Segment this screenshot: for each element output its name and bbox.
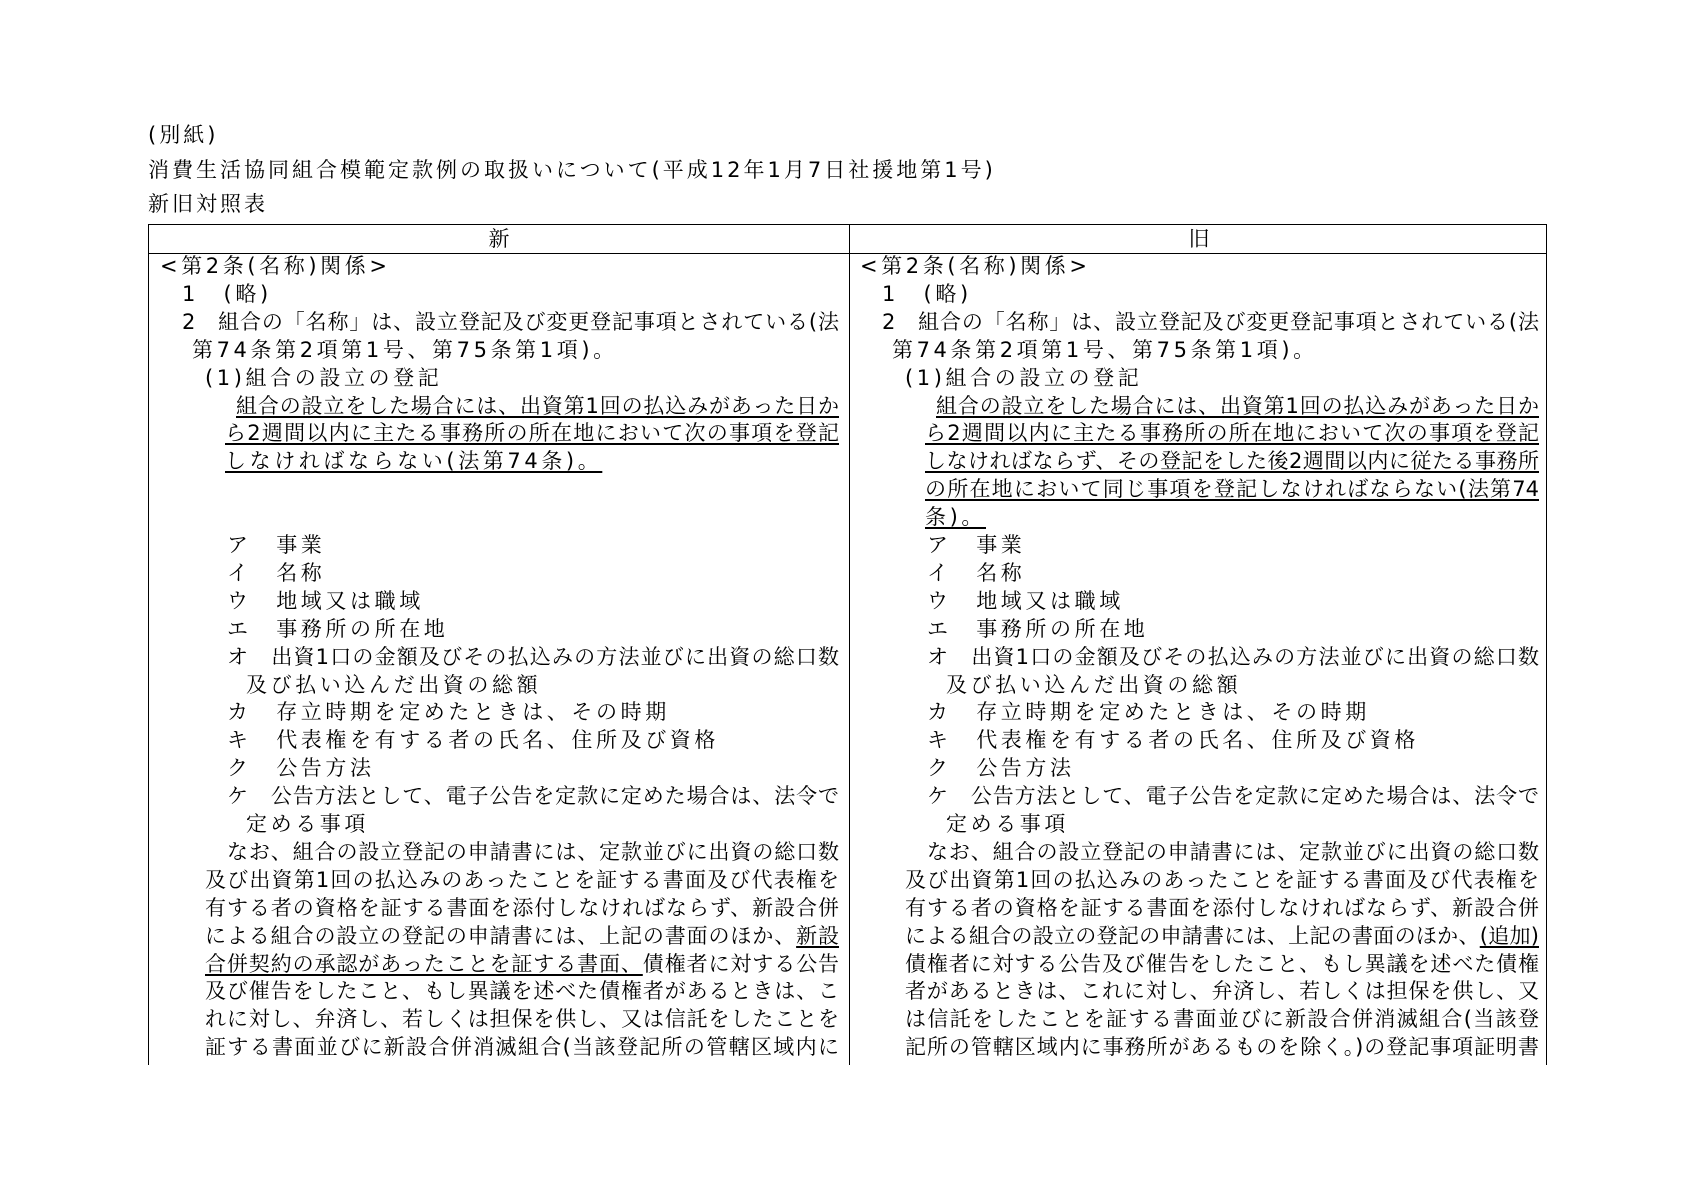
new-text-line: (1)組合の設立の登記: [205, 365, 443, 390]
new-text-line: ア 事業: [227, 533, 326, 557]
old-text-line: (1)組合の設立の登記: [905, 365, 1143, 390]
document-title: 消費生活協同組合模範定款例の取扱いについて(平成12年1月7日社援地第1号): [148, 158, 996, 182]
new-text-line: 有する者の資格を証する書面を添付しなければならず、新設合併: [205, 895, 839, 920]
old-text-line: 及び払い込んだ出資の総額: [946, 672, 1242, 697]
new-text-line: 及び払い込んだ出資の総額: [246, 672, 542, 697]
new-text-line: 及び催告をしたこと、もし異議を述べた債権者があるときは、こ: [205, 979, 839, 1004]
new-text-line: <第2条(名称)関係>: [160, 254, 391, 278]
new-text-line: 証する書面並びに新設合併消滅組合(当該登記所の管轄区域内に: [205, 1035, 839, 1060]
new-text-line: ら2週間以内に主たる事務所の所在地において次の事項を登記: [225, 421, 839, 446]
old-text-line: [905, 922, 1539, 950]
new-text: 債権者に対する公告: [642, 951, 839, 976]
old-text-line: しなければならず、その登記をした後2週間以内に従たる事務所: [925, 449, 1539, 474]
old-text-line: 有する者の資格を証する書面を添付しなければならず、新設合併: [905, 895, 1539, 920]
new-text-line: [205, 950, 839, 978]
new-text-line: イ 名称: [227, 560, 326, 585]
old-text-line: ク 公告方法: [927, 756, 1075, 781]
old-text-line: カ 存立時期を定めたときは、その時期: [927, 700, 1370, 725]
old-text-line: 第74条第2項第1号、第75条第1項)。: [892, 337, 1318, 362]
attachment-label: (別紙): [148, 123, 219, 147]
table-title: 新旧対照表: [148, 192, 268, 216]
new-text-line: ウ 地域又は職域: [227, 588, 424, 613]
new-text-line: ケ 公告方法として、電子公告を定款に定めた場合は、法令で: [227, 784, 839, 809]
old-text-line: 条)。: [925, 505, 986, 530]
new-text-line: オ 出資1口の金額及びその払込みの方法並びに出資の総口数: [227, 644, 839, 669]
new-text-line: 組合の設立をした場合には、出資第1回の払込みがあった日か: [236, 393, 839, 418]
old-text-line: の所在地において同じ事項を登記しなければならない(法第74: [925, 477, 1539, 502]
header-old: 旧: [1188, 227, 1210, 251]
old-text-line: は信託をしたことを証する書面並びに新設合併消滅組合(当該登: [905, 1007, 1539, 1032]
old-text-line: イ 名称: [927, 560, 1026, 585]
old-text-line: 記所の管轄区域内に事務所があるものを除く。)の登記事項証明書: [905, 1035, 1539, 1060]
new-text-line: エ 事務所の所在地: [227, 616, 449, 641]
new-text-line: 定める事項: [246, 812, 369, 836]
new-text-line: ク 公告方法: [227, 756, 375, 781]
new-text: による組合の設立の登記の申請書には、上記の書面のほか、: [205, 923, 797, 948]
new-text-line: カ 存立時期を定めたときは、その時期: [227, 700, 670, 725]
old-text-line: 定める事項: [946, 812, 1069, 836]
old-text-line: 2 組合の「名称」は、設立登記及び変更登記事項とされている(法: [882, 309, 1539, 334]
new-text-line: 及び出資第1回の払込みのあったことを証する書面及び代表権を: [205, 867, 839, 892]
new-text-line: なお、組合の設立登記の申請書には、定款並びに出資の総口数: [227, 839, 839, 864]
old-text-line: <第2条(名称)関係>: [860, 254, 1091, 278]
old-text-line: 及び出資第1回の払込みのあったことを証する書面及び代表権を: [905, 867, 1539, 892]
new-underlined-text: 新設: [796, 923, 840, 948]
table-header: [149, 225, 1546, 254]
new-text-line: しなければならない(法第74条)。: [225, 449, 603, 474]
old-text-line: オ 出資1口の金額及びその払込みの方法並びに出資の総口数: [927, 644, 1539, 669]
new-text-line: れに対し、弁済し、若しくは担保を供し、又は信託をしたことを: [205, 1007, 839, 1032]
new-text-line: [205, 922, 839, 950]
old-text-line: ケ 公告方法として、電子公告を定款に定めた場合は、法令で: [927, 784, 1539, 809]
new-text-line: 第74条第2項第1号、第75条第1項)。: [192, 337, 618, 362]
old-text-line: キ 代表権を有する者の氏名、住所及び資格: [927, 728, 1419, 753]
old-text-line: 債権者に対する公告及び催告をしたこと、もし異議を述べた債権: [905, 951, 1539, 976]
old-text-line: 組合の設立をした場合には、出資第1回の払込みがあった日か: [936, 393, 1539, 418]
old-text-line: エ 事務所の所在地: [927, 616, 1149, 641]
new-text-line: キ 代表権を有する者の氏名、住所及び資格: [227, 728, 719, 753]
new-underlined-text: 合併契約の承認があったことを証する書面、: [205, 951, 643, 976]
old-text-line: 1 (略): [882, 281, 972, 306]
column-divider: [849, 225, 850, 1065]
old-text-line: ら2週間以内に主たる事務所の所在地において次の事項を登記: [925, 421, 1539, 446]
old-text-line: ウ 地域又は職域: [927, 588, 1124, 613]
new-text-line: 1 (略): [182, 281, 272, 306]
header-new: 新: [488, 227, 510, 251]
old-text-line: ア 事業: [927, 533, 1026, 557]
old-text-line: 者があるときは、これに対し、弁済し、若しくは担保を供し、又: [905, 979, 1539, 1004]
new-text-line: 2 組合の「名称」は、設立登記及び変更登記事項とされている(法: [182, 309, 839, 334]
old-underlined-text: (追加): [1479, 923, 1539, 948]
old-text-line: なお、組合の設立登記の申請書には、定款並びに出資の総口数: [927, 839, 1539, 864]
old-text: による組合の設立の登記の申請書には、上記の書面のほか、: [905, 923, 1480, 948]
